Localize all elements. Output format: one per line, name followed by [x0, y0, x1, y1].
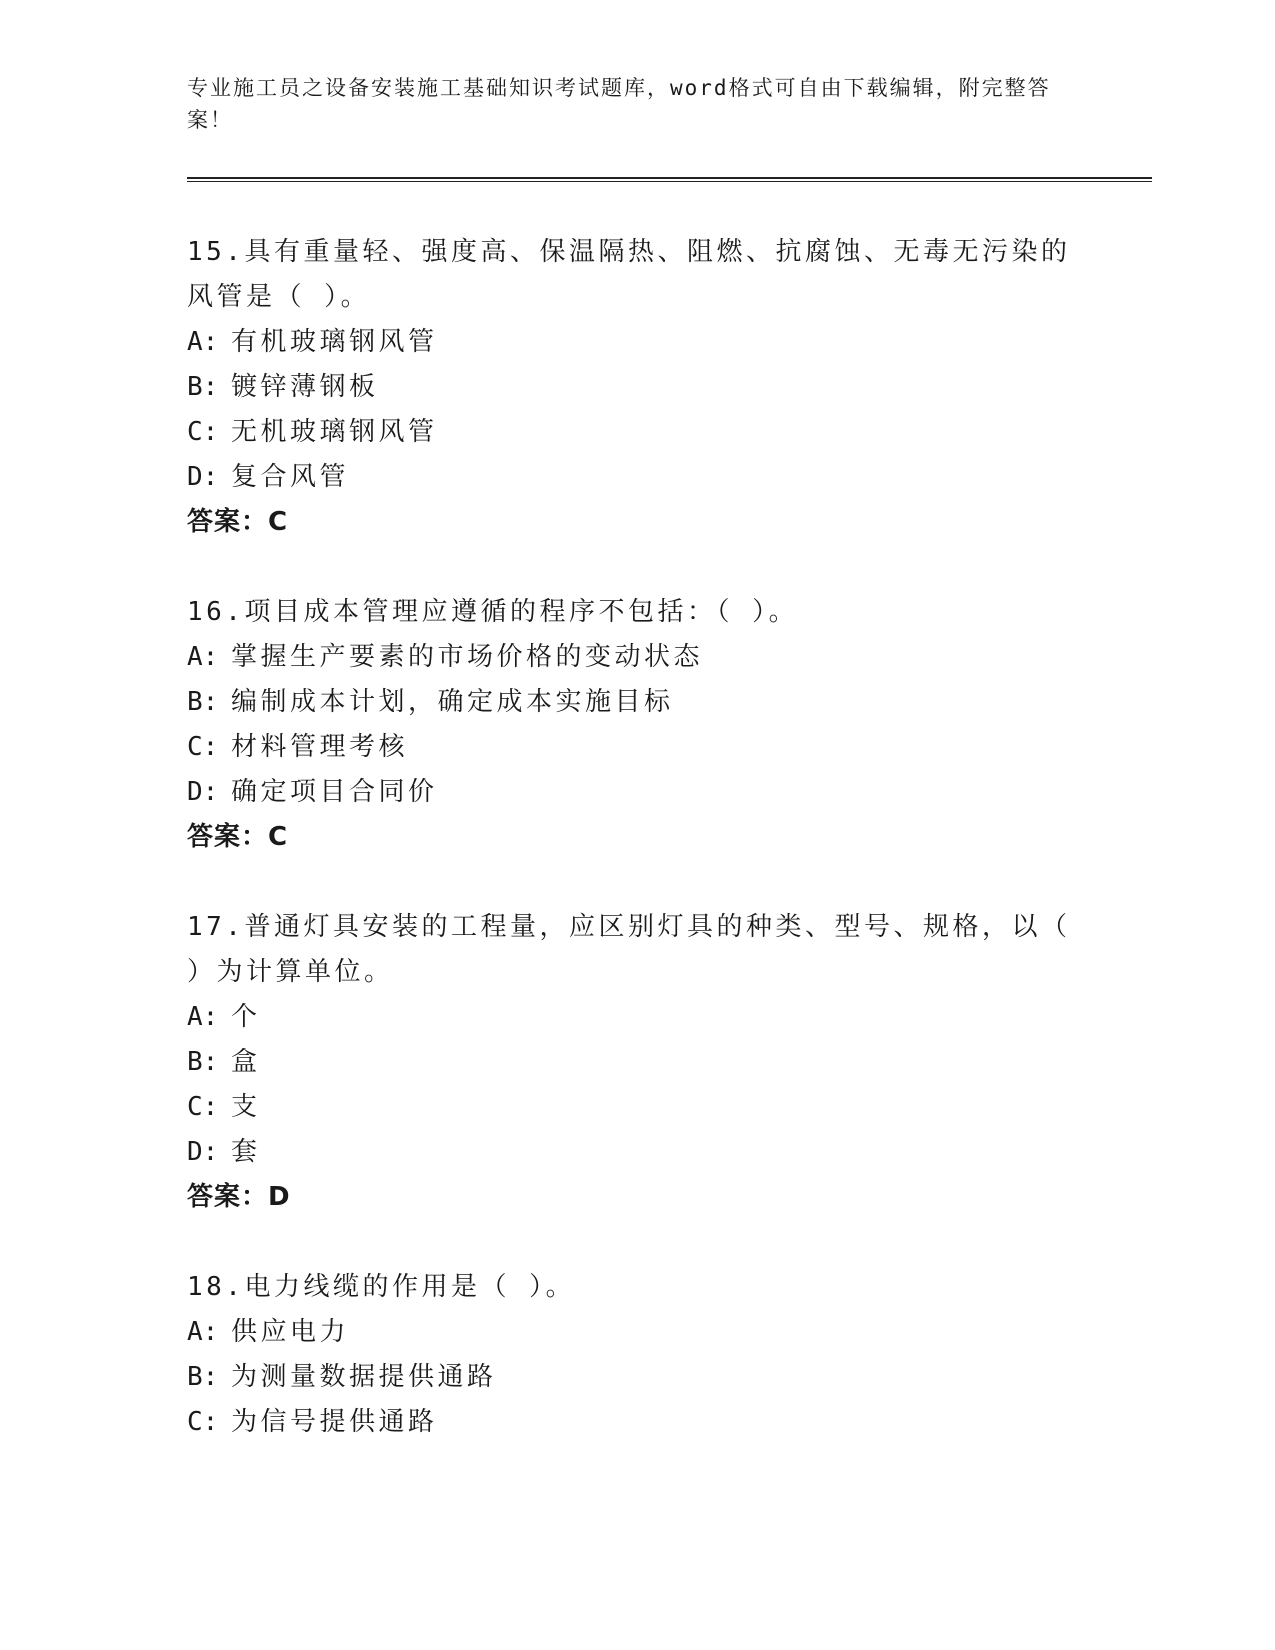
option-c — [187, 410, 1087, 455]
answer-line: 答案：D — [187, 1182, 291, 1212]
option-text: 无机玻璃钢风管 — [231, 417, 438, 447]
option-letter: A: — [187, 642, 219, 672]
answer-line: 答案：C — [187, 822, 289, 852]
question-stem: 16.项目成本管理应遵循的程序不包括：（ ）。 — [187, 597, 799, 627]
option-a — [187, 320, 1087, 365]
option-letter: B: — [187, 687, 219, 717]
question-17 — [187, 905, 1087, 1220]
option-d — [187, 770, 1087, 815]
answer-line: 答案：C — [187, 507, 289, 537]
question-18 — [187, 1265, 1087, 1445]
option-text: 确定项目合同价 — [231, 777, 438, 807]
option-text: 为测量数据提供通路 — [231, 1362, 497, 1392]
option-letter: C: — [187, 1092, 219, 1122]
option-text: 掌握生产要素的市场价格的变动状态 — [231, 642, 704, 672]
option-text: 编制成本计划，确定成本实施目标 — [231, 687, 674, 717]
option-b — [187, 680, 1087, 725]
option-text: 有机玻璃钢风管 — [231, 327, 438, 357]
option-letter: B: — [187, 1362, 219, 1392]
option-text: 套 — [231, 1137, 261, 1167]
question-15 — [187, 230, 1087, 545]
option-a — [187, 995, 1087, 1040]
option-text: 供应电力 — [231, 1317, 350, 1347]
option-letter: C: — [187, 732, 219, 762]
option-text: 个 — [231, 1002, 261, 1032]
option-text: 盒 — [231, 1047, 261, 1077]
option-letter: B: — [187, 372, 219, 402]
question-list — [187, 230, 1087, 1490]
option-text: 镀锌薄钢板 — [231, 372, 379, 402]
option-c — [187, 1400, 1087, 1445]
question-16 — [187, 590, 1087, 860]
option-b — [187, 365, 1087, 410]
option-text: 为信号提供通路 — [231, 1407, 438, 1437]
option-a — [187, 635, 1087, 680]
option-letter: A: — [187, 1317, 219, 1347]
option-a — [187, 1310, 1087, 1355]
option-c — [187, 725, 1087, 770]
option-letter: D: — [187, 462, 219, 492]
option-c — [187, 1085, 1087, 1130]
option-letter: B: — [187, 1047, 219, 1077]
option-letter: C: — [187, 1407, 219, 1437]
header-divider — [187, 177, 1152, 182]
option-letter: D: — [187, 777, 219, 807]
option-b — [187, 1355, 1087, 1400]
option-letter: A: — [187, 1002, 219, 1032]
option-b — [187, 1040, 1087, 1085]
option-d — [187, 1130, 1087, 1175]
option-letter: D: — [187, 1137, 219, 1167]
question-stem: 15.具有重量轻、强度高、保温隔热、阻燃、抗腐蚀、无毒无污染的风管是（ ）。 — [187, 237, 1071, 312]
question-stem: 17.普通灯具安装的工程量，应区别灯具的种类、型号、规格，以（ ）为计算单位。 — [187, 912, 1071, 987]
question-stem: 18.电力线缆的作用是（ ）。 — [187, 1272, 576, 1302]
option-text: 材料管理考核 — [231, 732, 409, 762]
option-text: 复合风管 — [231, 462, 350, 492]
option-letter: C: — [187, 417, 219, 447]
option-text: 支 — [231, 1092, 261, 1122]
document-header-text: 专业施工员之设备安装施工基础知识考试题库，word格式可自由下载编辑，附完整答案！ — [187, 76, 1051, 132]
option-letter: A: — [187, 327, 219, 357]
option-d — [187, 455, 1087, 500]
